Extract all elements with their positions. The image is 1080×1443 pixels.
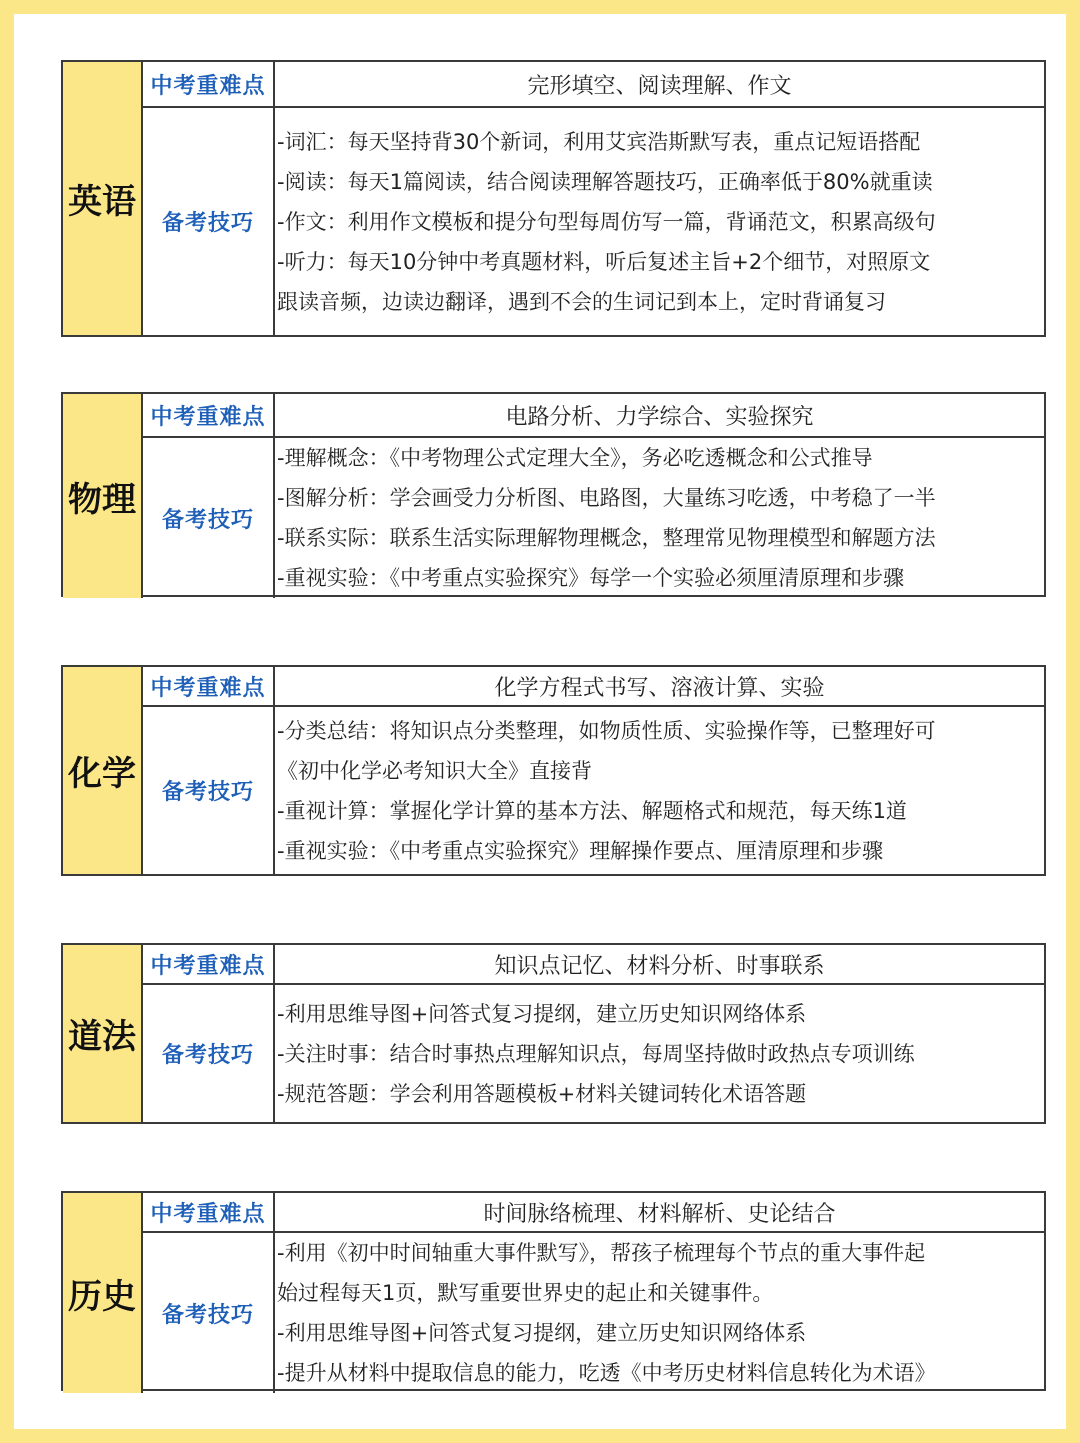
tips-list [275, 985, 1044, 1122]
subject-label: 英语 [63, 62, 143, 335]
tips-label: 备考技巧 [143, 1233, 275, 1393]
tip-line: -重视实验：《中考重点实验探究》每学一个实验必须厘清原理和步骤 [277, 566, 905, 590]
section-morality-law [61, 943, 1046, 1124]
tip-line: -利用《初中时间轴重大事件默写》，帮孩子梳理每个节点的重大事件起 [277, 1241, 926, 1265]
tip-line: -重视计算：掌握化学计算的基本方法、解题格式和规范，每天练1道 [277, 798, 907, 823]
page [14, 14, 1066, 1429]
tip-line: -阅读：每天1篇阅读，结合阅读理解答题技巧，正确率低于80%就重读 [277, 169, 933, 194]
tips-label: 备考技巧 [143, 985, 275, 1122]
tip-line: 《初中化学必考知识大全》直接背 [277, 758, 592, 783]
tip-line: -作文：利用作文模板和提分句型每周仿写一篇，背诵范文，积累高级句 [277, 209, 936, 234]
key-points-label: 中考重难点 [143, 62, 275, 108]
tips-list [275, 438, 1044, 598]
tip-line: -分类总结：将知识点分类整理，如物质性质、实验操作等，已整理好可 [277, 718, 936, 743]
subject-label: 物理 [63, 394, 143, 598]
tips-label: 备考技巧 [143, 707, 275, 874]
tip-line: -词汇：每天坚持背30个新词，利用艾宾浩斯默写表，重点记短语搭配 [277, 129, 921, 154]
tip-line: 始过程每天1页，默写重要世界史的起止和关键事件。 [277, 1281, 774, 1305]
tips-list [275, 108, 1044, 335]
key-points-label: 中考重难点 [143, 394, 275, 438]
tip-line: -规范答题：学会利用答题模板+材料关键词转化术语答题 [277, 1081, 807, 1106]
tip-line: -利用思维导图+问答式复习提纲，建立历史知识网络体系 [277, 1001, 807, 1026]
tip-line: 跟读音频，边读边翻译，遇到不会的生词记到本上，定时背诵复习 [277, 289, 886, 314]
tip-line: -听力：每天10分钟中考真题材料，听后复述主旨+2个细节，对照原文 [277, 249, 931, 274]
section-history [61, 1191, 1046, 1391]
tip-line: -关注时事：结合时事热点理解知识点，每周坚持做时政热点专项训练 [277, 1041, 915, 1066]
tip-line: -提升从材料中提取信息的能力，吃透《中考历史材料信息转化为术语》 [277, 1361, 936, 1385]
tips-label: 备考技巧 [143, 438, 275, 598]
section-english [61, 60, 1046, 337]
tip-line: -理解概念：《中考物理公式定理大全》，务必吃透概念和公式推导 [277, 446, 873, 470]
tips-list [275, 707, 1044, 874]
key-points-text: 时间脉络梳理、材料解析、史论结合 [275, 1193, 1044, 1233]
tips-label: 备考技巧 [143, 108, 275, 335]
key-points-text: 完形填空、阅读理解、作文 [275, 62, 1044, 108]
subject-label: 化学 [63, 667, 143, 874]
section-chemistry [61, 665, 1046, 876]
subject-label: 道法 [63, 945, 143, 1122]
section-physics [61, 392, 1046, 597]
key-points-text: 化学方程式书写、溶液计算、实验 [275, 667, 1044, 707]
tip-line: -联系实际：联系生活实际理解物理概念，整理常见物理模型和解题方法 [277, 526, 936, 550]
subject-label: 历史 [63, 1193, 143, 1393]
tip-line: -图解分析：学会画受力分析图、电路图，大量练习吃透，中考稳了一半 [277, 486, 936, 510]
tip-line: -利用思维导图+问答式复习提纲，建立历史知识网络体系 [277, 1321, 807, 1345]
key-points-text: 电路分析、力学综合、实验探究 [275, 394, 1044, 438]
tip-line: -重视实验：《中考重点实验探究》理解操作要点、厘清原理和步骤 [277, 838, 884, 863]
tips-list [275, 1233, 1044, 1393]
key-points-label: 中考重难点 [143, 667, 275, 707]
key-points-text: 知识点记忆、材料分析、时事联系 [275, 945, 1044, 985]
key-points-label: 中考重难点 [143, 945, 275, 985]
key-points-label: 中考重难点 [143, 1193, 275, 1233]
